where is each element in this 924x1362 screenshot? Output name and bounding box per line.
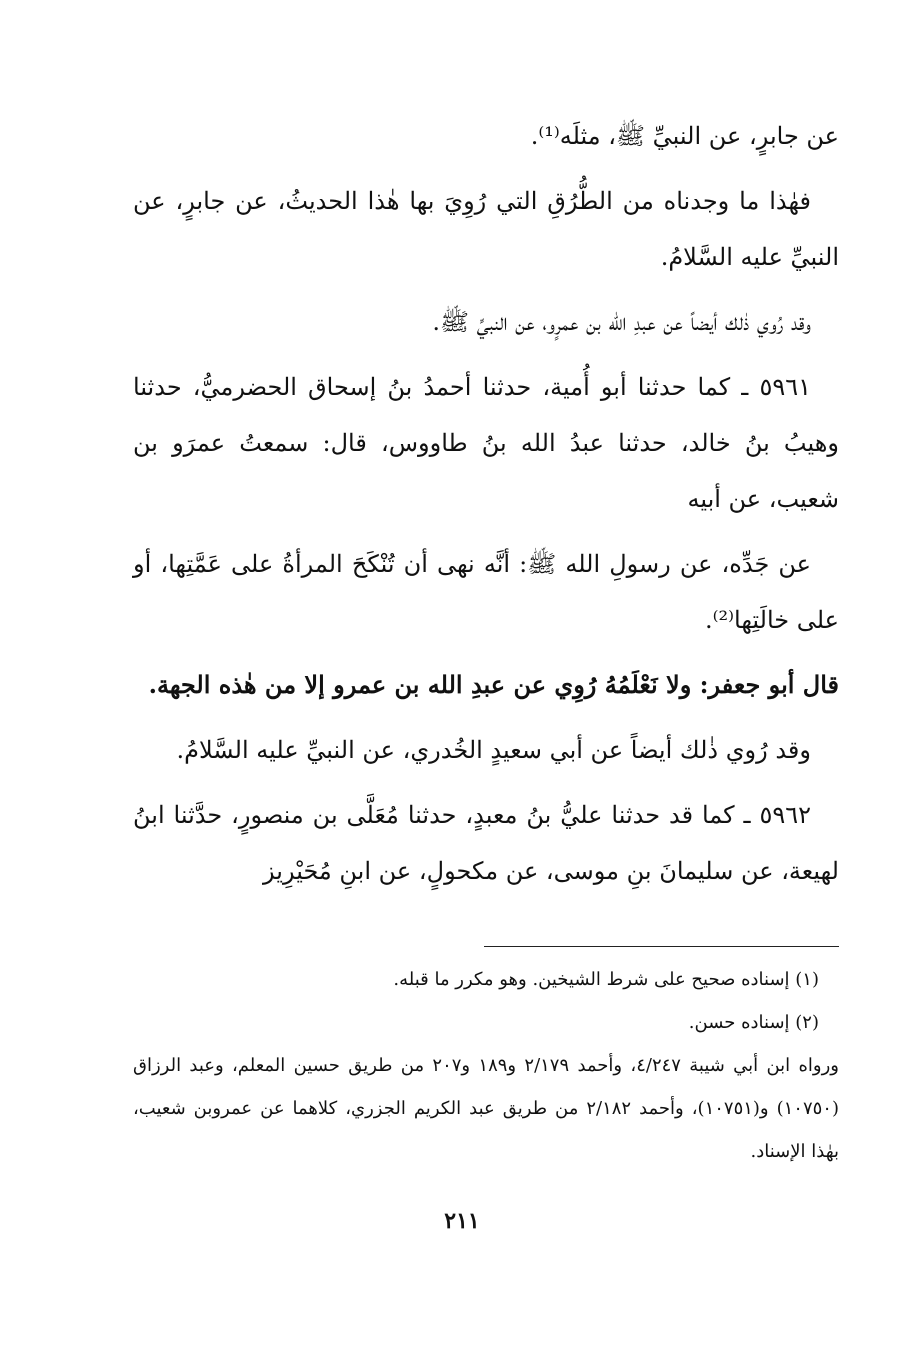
hadith-5961: ٥٩٦١ ـ كما حدثنا أبو أُمية، حدثنا أحمدُ بنُ إسحاق الحضرميُّ، حدثنا وهيبُ بنُ خالد، حدثنا عبدُ الله بنُ طاووس، قال: سمعتُ عمرَو بن شعيب، عن أبيه [133,373,839,513]
footnote-1: (١) إسناده صحيح على شرط الشيخين. وهو مكرر ما قبله. [393,969,819,990]
abu-jafar-comment: قال أبو جعفر: ولا نَعْلَمُهُ رُوِي عن عبدِ الله بن عمرو إلا من هٰذه الجهة. [148,670,839,699]
paragraph-7: وقد رُوي ذٰلك أيضاً عن أبي سعيدٍ الخُدري، عن النبيِّ عليه السَّلامُ. [176,736,811,764]
paragraph-3: وقد رُوي ذٰلك أيضاً عن عبدِ الله بن عمرٍو، عن النبيِّ ﷺ. [432,308,811,336]
footnote-2: (٢) إسناده حسن. [688,1012,819,1033]
paragraph-1: عن جابرٍ، عن النبيِّ ﷺ، مثلَه⁽¹⁾. [530,122,839,150]
paragraph-5: عن جَدِّه، عن رسولِ الله ﷺ: أنَّه نهى أن تُنْكَحَ المرأةُ على عَمَّتِها، أو على خالَتِها⁽²⁾. [133,550,839,634]
footnote-divider [484,946,839,947]
footnote-2-detail: ورواه ابن أبي شيبة ٤/٢٤٧، وأحمد ٢/١٧٩ و١٨٩ و٢٠٧ من طريق حسين المعلم، وعبد الرزاق (١٠٧٥٠) و(١٠٧٥١)، وأحمد ٢/١٨٢ من طريق عبد الكريم الجزري، كلاهما عن عمروبن شعيب، بهٰذا الإسناد. [133,1055,839,1162]
footnotes [133,958,839,1173]
page-number: ٢١١ [444,1208,480,1234]
main-text [133,108,839,908]
paragraph-2: فهٰذا ما وجدناه من الطُّرُقِ التي رُوِيَ بها هٰذا الحديثُ، عن جابرٍ، عن النبيِّ عليه السَّلامُ. [133,187,839,271]
hadith-5962: ٥٩٦٢ ـ كما قد حدثنا عليُّ بنُ معبدٍ، حدثنا مُعَلَّى بن منصورٍ، حدَّثنا ابنُ لهيعة، عن سليمانَ بنِ موسى، عن مكحولٍ، عن ابنِ مُحَيْرِيز [133,801,839,885]
